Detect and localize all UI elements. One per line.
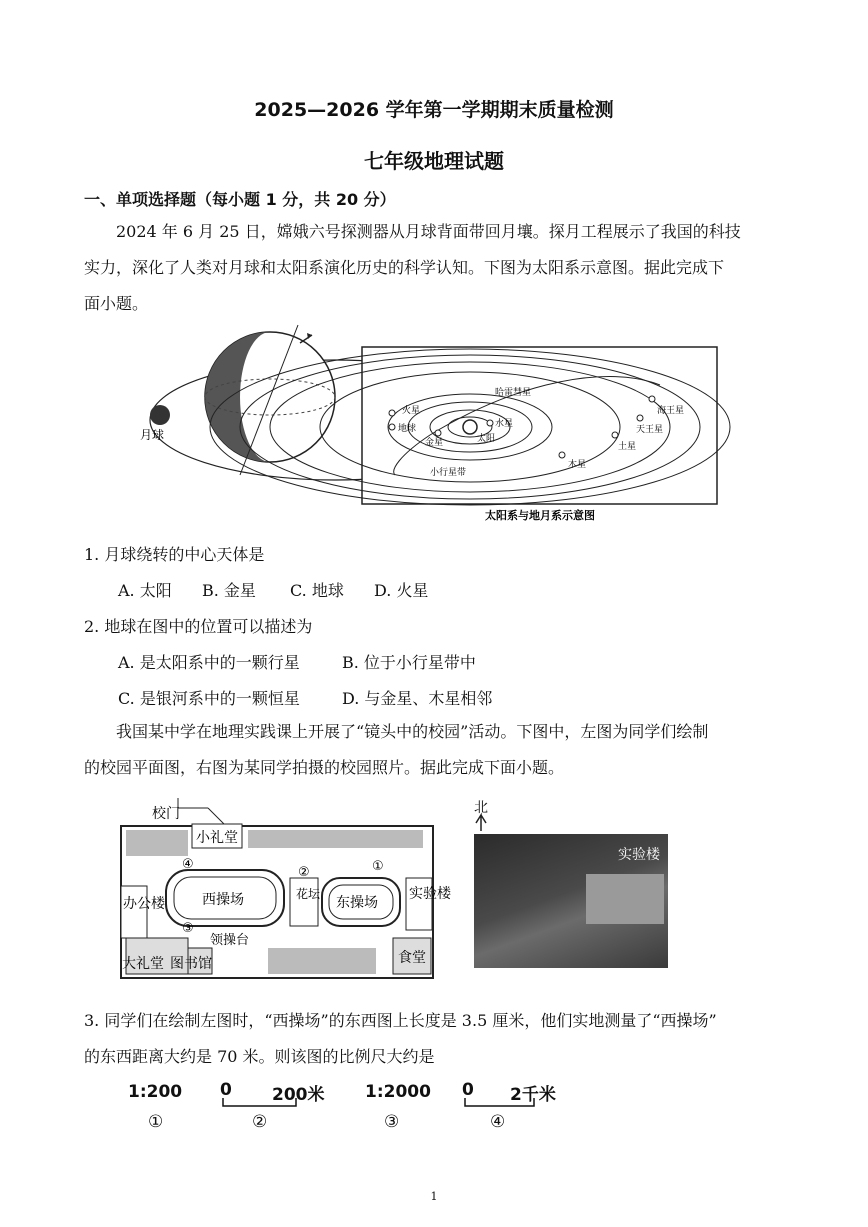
svg-text:金星: 金星 — [425, 438, 444, 448]
svg-text:花坛: 花坛 — [296, 887, 321, 901]
svg-text:东操场: 东操场 — [336, 895, 378, 911]
svg-text:西操场: 西操场 — [202, 892, 244, 908]
page-number: 1 — [430, 1190, 438, 1203]
svg-text:①: ① — [372, 859, 384, 874]
svg-text:大礼堂: 大礼堂 — [122, 956, 164, 972]
passage-1-line-2: 实力，深化了人类对月球和太阳系演化历史的科学认知。下图为太阳系示意图。据此完成下 — [84, 258, 725, 277]
q1-stem: 1. 月球绕转的中心天体是 — [84, 545, 265, 564]
svg-text:食堂: 食堂 — [398, 950, 426, 966]
svg-text:②: ② — [298, 865, 310, 880]
q2-option-c: C. 是银河系中的一颗恒星 — [118, 689, 300, 708]
passage-2 — [84, 714, 784, 786]
svg-text:小礼堂: 小礼堂 — [196, 830, 238, 846]
campus-map — [118, 798, 451, 983]
school-photo — [474, 834, 668, 968]
q2-option-b: B. 位于小行星带中 — [342, 653, 476, 672]
solar-system-figure — [140, 325, 720, 525]
svg-text:太阳: 太阳 — [477, 434, 496, 444]
photo-building-label: 实验楼 — [618, 847, 660, 863]
passage-2-line-2: 的校园平面图，右图为某同学拍摄的校园照片。据此完成下面小题。 — [84, 758, 565, 777]
scale-option-4-num: ④ — [490, 1112, 506, 1132]
campus-photo-block — [474, 797, 674, 977]
passage-1-line-1: 2024 年 6 月 25 日，嫦娥六号探测器从月球背面带回月壤。探月工程展示了我国的科技 — [116, 222, 741, 241]
svg-text:③: ③ — [182, 921, 194, 936]
scale-option-1: 1:200 — [128, 1082, 183, 1102]
scale-option-4-zero: 0 — [462, 1080, 474, 1100]
svg-text:④: ④ — [182, 857, 194, 872]
north-label: 北 — [474, 800, 488, 816]
exam-subtitle: 七年级地理试题 — [364, 149, 504, 173]
svg-text:水星: 水星 — [495, 419, 514, 429]
passage-1 — [84, 214, 784, 322]
scale-option-2-end: 200米 — [272, 1085, 325, 1105]
scale-option-4-end: 2千米 — [510, 1085, 556, 1105]
q2-option-d: D. 与金星、木星相邻 — [342, 689, 493, 708]
exam-title: 2025—2026 学年第一学期期末质量检测 — [254, 99, 614, 121]
q1-option-a: A. 太阳 — [118, 581, 172, 600]
q2-option-a: A. 是太阳系中的一颗行星 — [118, 653, 300, 672]
svg-text:哈雷彗星: 哈雷彗星 — [495, 388, 532, 398]
q1-option-c: C. 地球 — [290, 581, 344, 600]
svg-text:校门: 校门 — [152, 806, 180, 822]
svg-text:土星: 土星 — [618, 442, 637, 452]
section-heading: 一、单项选择题（每小题 1 分，共 20 分） — [84, 190, 396, 209]
scale-bar-4 — [464, 1098, 542, 1108]
svg-text:领操台: 领操台 — [210, 933, 250, 948]
scale-option-2-num: ② — [252, 1112, 268, 1132]
svg-text:地球: 地球 — [398, 424, 417, 434]
svg-text:小行星带: 小行星带 — [430, 468, 467, 478]
svg-text:木星: 木星 — [568, 460, 587, 470]
svg-text:火星: 火星 — [402, 406, 421, 416]
scale-option-2-zero: 0 — [220, 1080, 232, 1100]
svg-text:实验楼: 实验楼 — [409, 886, 451, 902]
q1-option-b: B. 金星 — [202, 581, 256, 600]
building-shape — [586, 874, 664, 924]
sun-shape — [463, 420, 477, 434]
passage-1-line-3: 面小题。 — [84, 294, 149, 313]
q3-stem-line-2: 的东西距离大约是 70 米。则该图的比例尺大约是 — [84, 1047, 435, 1066]
svg-text:图书馆: 图书馆 — [170, 956, 212, 972]
passage-2-line-1: 我国某中学在地理实践课上开展了“镜头中的校园”活动。下图中，左图为同学们绘制 — [116, 722, 709, 741]
scale-option-3-num: ③ — [384, 1112, 400, 1132]
svg-text:海王星: 海王星 — [657, 406, 685, 416]
scale-option-1-num: ① — [148, 1112, 164, 1132]
scale-bar-2 — [222, 1098, 300, 1108]
north-arrow-icon — [474, 811, 494, 833]
moon-shape — [150, 405, 170, 425]
q3-stem-line-1: 3. 同学们在绘制左图时，“西操场”的东西图上长度是 3.5 厘米，他们实地测量了“西操场” — [84, 1011, 717, 1030]
scale-option-3: 1:2000 — [365, 1082, 431, 1102]
q1-option-d: D. 火星 — [374, 581, 429, 600]
moon-label: 月球 — [140, 428, 165, 442]
q2-stem: 2. 地球在图中的位置可以描述为 — [84, 617, 313, 636]
figure1-caption: 太阳系与地月系示意图 — [485, 509, 595, 522]
svg-text:办公楼: 办公楼 — [123, 896, 165, 912]
svg-text:天王星: 天王星 — [636, 425, 664, 435]
